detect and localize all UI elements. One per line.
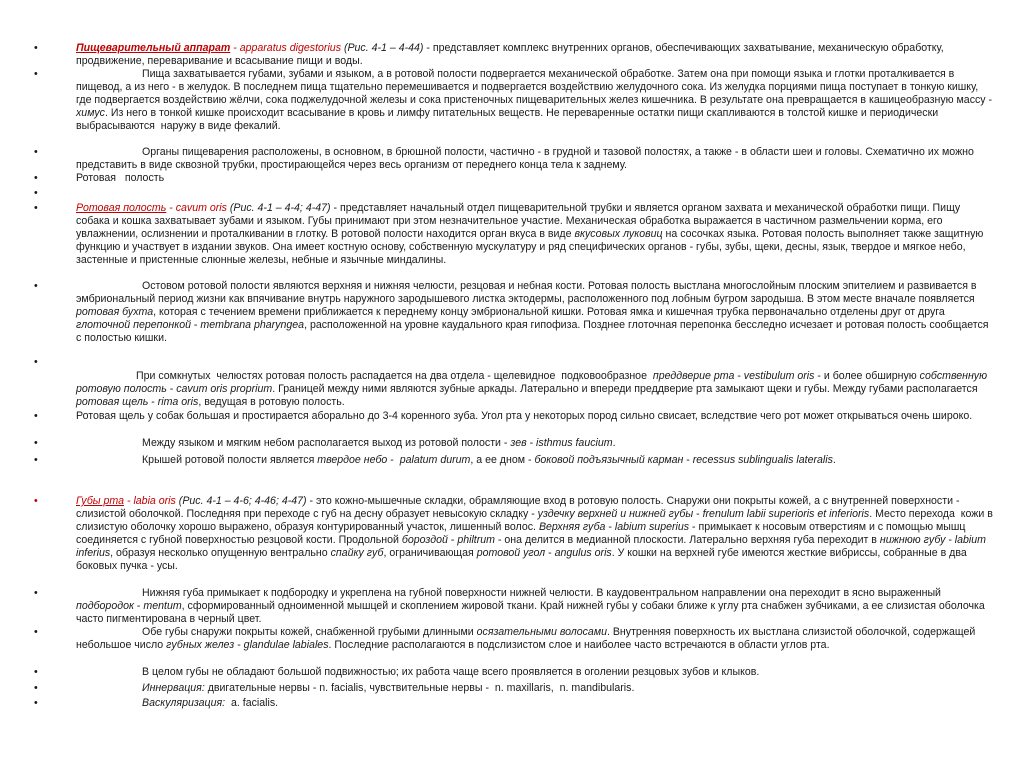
- latin-labia-oris: labia oris: [133, 495, 176, 507]
- term-frenulum: уздечку верхней и нижней губы: [537, 508, 694, 520]
- term-vestibule: преддверие рта: [652, 370, 735, 382]
- term-pharyngeal-membrane: глоточной перепонкой: [76, 319, 191, 331]
- term-zev: зев: [510, 437, 527, 449]
- term-lower-lip: нижнюю губу: [879, 534, 946, 546]
- term-mouth-angle: ротовой угол: [476, 547, 546, 559]
- term-hard-palate: твердое небо: [317, 454, 388, 466]
- label-innervation: Иннервация:: [142, 682, 205, 694]
- term-oral-cavity: Ротовая полость: [76, 202, 167, 214]
- latin-apparatus-digestorius: apparatus digestorius: [239, 42, 341, 54]
- term-tactile-hairs: осязательными волосами: [476, 626, 607, 638]
- term-digestive-apparatus: Пищеварительный аппарат: [76, 42, 231, 54]
- figure-ref: (Рис. 4-1 – 4-44): [341, 42, 424, 54]
- document-page: • Пищеварительный аппарат - apparatus digestorius (Рис. 4-1 – 4-44) - представляет комплекс внутренних органов, обеспечивающих захватывание, механическую обработку, продвижение, переваривание и всасывание пищи и воды. • Пища захватывается губами, зубами и языком, а в ротовой полости подвергается механической обработке. Затем она при помощи языка и глотки проталкивается в пищевод, а из него - в желудок. В последнем пища тщательно перемешивается и подвергается воздействию желудочного сока. Из желудка порциями пища поступает в тонкую кишку, где подвергается воздействию жёлчи, сока поджелудочной железы и сока пристеночных пищеварительных желез кишечника. В результате она превращается в кашицеобразную массу - химус. Из него в тонкой кишке происходит всасывание в кровь и лимфу питательных веществ. Не переваренные остатки пищи скапливаются в толстой кишке и периодически выбрасываются наружу в виде фекалий. • Органы пищеварения расположены, в основном, в брюшной полости, частично - в грудной и тазовой полостях, а также - в области шеи и головы. Схематично их можно представить в виде сквозной трубки, простирающейся через весь организм от переднего конца тела к заднему. • Ротовая полость • • Ротовая полость - cavum oris (Рис. 4-1 – 4-4; 4-47) - представляет начальный отдел пищеварительной трубки и является органом захвата и механической обработки пищи. Пищу собака и кошка захватывает зубами и языком. Губы принимают при этом незначительное участие. Механическая обработка выражается в частичном размельчении корма, его увлажнении, ослизнении и проталкивании в глотку. В ротовой полости находится орган вкуса в виде вкусовых луковиц на сосочках языка. Ротовая полость выполняет также защитную функцию и участвует в издании звуков. Она имеет костную основу, собственную мускулатуру и ряд специфических органов - губы, зубы, щеки, десны, язык, твердое и мягкое небо, застенные и пристенные слюнные железы, небные и язычные миндалины. • Остовом ротовой полости являются верхняя и нижняя челюсти, резцовая и небная кости. Ротовая полость выстлана многослойным плоским эпителием и развивается в эмбриональный период жизни как впячивание внутрь наружного зародышевого листка эктодермы, расположенного под лобным бугром зародыша. В этом месте вначале появляется ротовая бухта, которая с течением времени приближается к переднему концу эмбриональной кишки. Ротовая ямка и кишечная трубка первоначально отделены друг от друга глоточной перепонкой - membrana pharyngea, расположенной на уровне каудального края гипофиза. Позднее глоточная перепонка бесследно исчезает и ротовая полость сообщается с полостью кишки. • При сомкнутых челюстях ротовая полость распадается на два отдела - щелевидное подковообразное преддверие рта - vestibulum oris - и более обширную собственную ротовую полость - cavum oris proprium. Границей между ними являются зубные аркады. Латерально и впереди преддверие рта замыкают щеки и губы. Между губами располагается ротовая щель - rima oris, ведущая в ротовую полость. • Ротовая щель у собак большая и простирается аборально до 3-4 коренного зуба. Угол рта у некоторых пород сильно свисает, вследствие чего рот может открываться очень широко. • Между языком и мягким небом располагается выход из ротовой полости - зев - isthmus faucium. • Крышей ротовой полости является твердое небо - palatum durum, а ее дном - боковой подъязычный карман - recessus sublingualis lateralis. • Губы рта - labia oris (Рис. 4-1 – 4-6; 4-46; 4-47) - это кожно-мышечные складки, обрамляющие вход в ротовую полость. Снаружи они покрыты кожей, а с внутренней поверхности - слизистой оболочкой. Последняя при переходе с губ на десну образует невысокую складку - уздечку верхней и нижней губы - frenulum labii superioris et inferioris. Место перехода кожи в слизистую оболочку хорошо выражено, образуя контурированный участок, лишенный волос. Верхняя губа - labium superius - примыкает к носовым отверстиям и с помощью мышц соединяется с губной поверхностью резцовой кости. Продольной бороздой - philtrum - она делится в медианной плоскости. Латерально верхняя губа переходит в нижнюю губу - labium inferius, образуя несколько опущенную вентрально спайку губ, ограничивающая ротовой угол - angulus oris. У кошки на верхней губе имеются жесткие вибриссы, собранные в два боковых пучка - усы. • Нижняя губа примыкает к подбородку и укреплена на губной поверхности нижней челюсти. В каудовентральном направлении она переходит в ясно выраженный подбородок - mentum, сформированный одноименной мышцей и скоплением жировой ткани. Край нижней губы у собаки ближе к углу рта снабжен зубчиками, а ее слизистая оболочка часто пигментирована в черный цвет. • Обе губы снаружи покрыты кожей, снабженной грубыми длинными осязательными волосами. Внутренняя поверхность их выстлана слизистой оболочкой, содержащей небольшое число губных желез - glandulae labiales. Последние располагаются в подслизистом слое и наиболее часто встречаются в области углов рта. • В целом губы не обладают большой подвижностью; их работа чаще всего проявляется в оголении резцовых зубов и клыков. • Иннервация: двигательные нервы - n. facialis, чувствительные нервы - n. maxillaris, n. mandibularis. • Васкуляризация: a. facialis.: [34, 42, 996, 709]
- term-upper-lip: Верхняя губа: [538, 521, 606, 533]
- term-oral-cavity-proper: собственную ротовую полость: [76, 370, 991, 395]
- term-sublingual-pocket: боковой подъязычный карман: [534, 454, 684, 466]
- term-groove: бороздой: [401, 534, 448, 546]
- term-labial-glands: губных желез: [166, 639, 235, 651]
- bullet: •: [34, 42, 38, 54]
- label-vascularization: Васкуляризация:: [142, 697, 226, 709]
- term-lips: Губы рта: [76, 495, 125, 507]
- term-oral-slit: ротовая щель: [76, 396, 149, 408]
- term-chymus: химус: [76, 107, 105, 119]
- term-lip-fold: спайку губ: [330, 547, 384, 559]
- term-chin: подбородок: [76, 600, 134, 612]
- term-taste-buds: вкусовых луковиц: [574, 228, 663, 240]
- term-oral-bay: ротовая бухта: [76, 306, 154, 318]
- latin-cavum-oris: cavum oris: [175, 202, 227, 214]
